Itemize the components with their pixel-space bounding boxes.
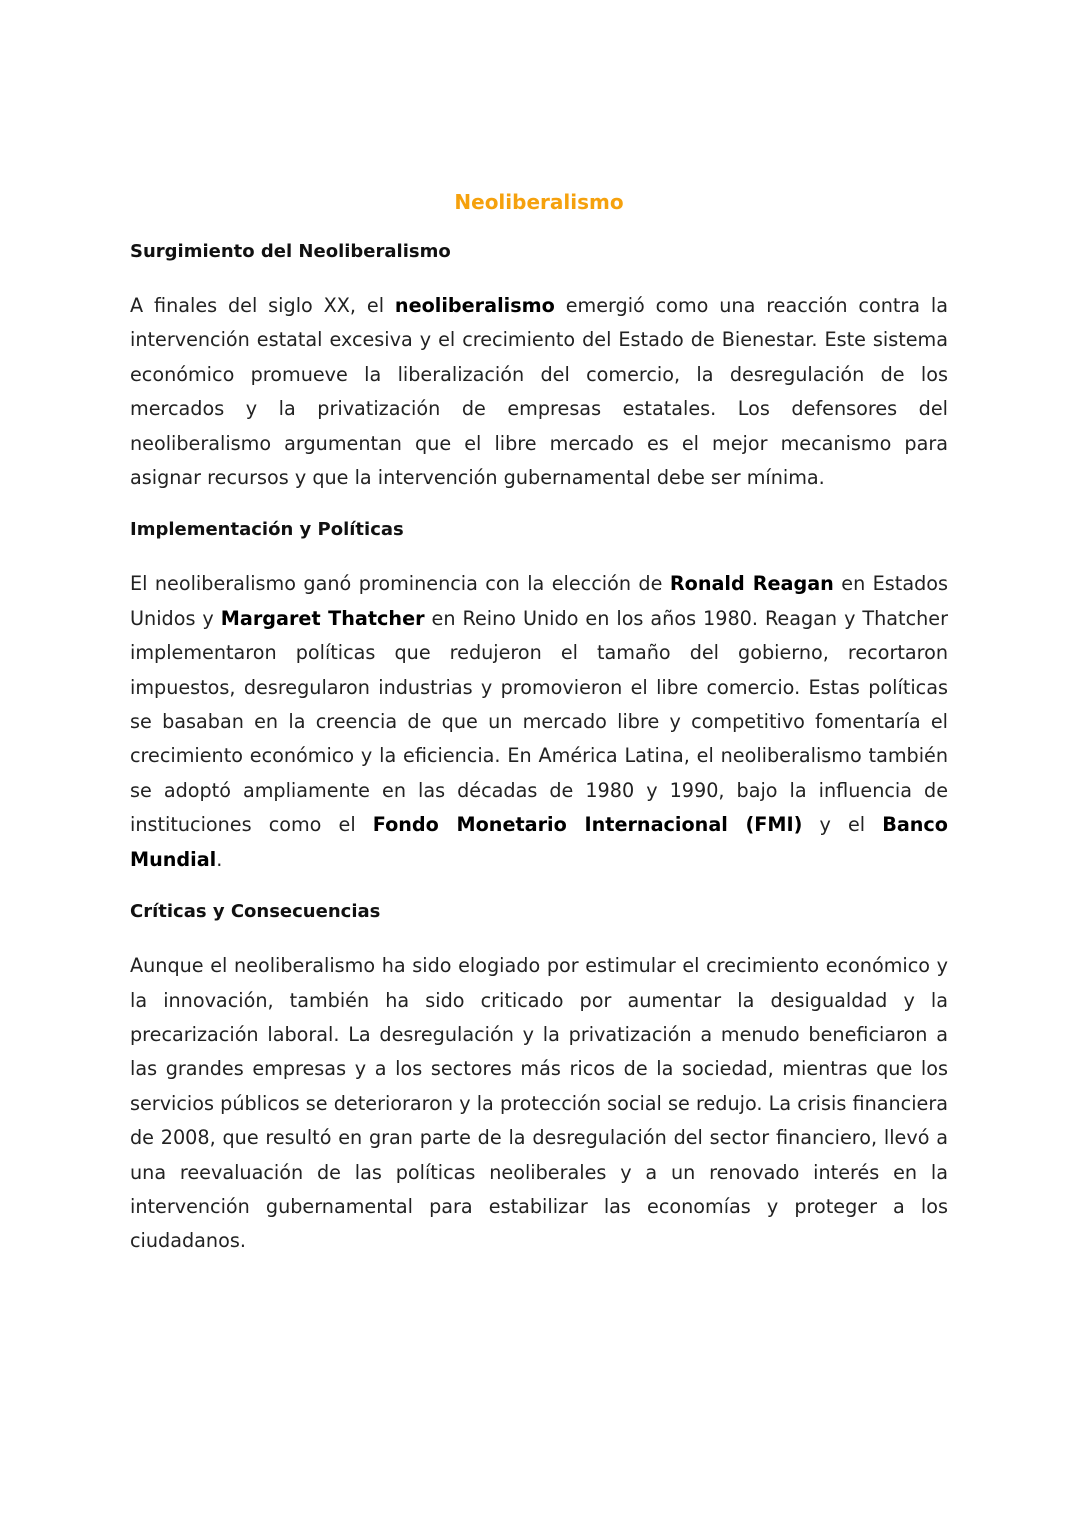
bold-term: neoliberalismo bbox=[394, 294, 555, 317]
bold-term: Margaret Thatcher bbox=[220, 606, 425, 630]
section-heading-surgimiento: Surgimiento del Neoliberalismo bbox=[130, 241, 451, 262]
document-page bbox=[130, 185, 948, 1277]
section-heading-implementacion: Implementación y Políticas bbox=[130, 519, 404, 541]
paragraph-criticas bbox=[130, 949, 948, 1259]
bold-term: Fondo Monetario Internacional (FMI) bbox=[372, 813, 803, 837]
document-title: Neoliberalismo bbox=[454, 190, 624, 214]
paragraph-segment: en Estados Unidos y bbox=[130, 572, 949, 630]
paragraph-segment: Aunque el neoliberalismo ha sido elogiado por estimular el crecimiento económico y la innovación, también ha sido criticado por aumentar la desigualdad y la precarización laboral. La desregulación y la privatización a menudo beneficiaron a las grandes empresas y a los sectores más ricos de la sociedad, mientras que los servicios públicos se deterioraron y la protección social se redujo. La crisis financiera de 2008, que resultó en gran parte de la desregulación del sector financiero, llevó a una reevaluación de las políticas neoliberales y a un renovado interés en la intervención gubernamental para estabilizar las economías y proteger a los ciudadanos. bbox=[130, 954, 948, 1253]
paragraph-segment: emergió como una reacción contra la intervención estatal excesiva y el crecimiento del Estado de Bienestar. Este sistema económico promueve la liberalización del comercio, la desregulación de los mercados y la privatización de empresas estatales. Los defensores del neoliberalismo argumentan que el libre mercado es el mejor mecanismo para asignar recursos y que la intervención gubernamental debe ser mínima. bbox=[130, 294, 949, 490]
paragraph-surgimiento bbox=[130, 289, 948, 495]
paragraph-segment: y el bbox=[802, 813, 883, 837]
bold-term: Ronald Reagan bbox=[669, 572, 834, 596]
paragraph-segment: A finales del siglo XX, el bbox=[130, 294, 395, 317]
paragraph-segment: . bbox=[216, 847, 223, 871]
section-heading-criticas: Críticas y Consecuencias bbox=[130, 901, 381, 923]
bold-term: Banco Mundial bbox=[130, 813, 948, 871]
paragraph-segment: en Reino Unido en los años 1980. Reagan y Thatcher implementaron políticas que redujeron el tamaño del gobierno, recortaron impuestos, desregularon industrias y promovieron el libre comercio. Estas políticas se basaban en la creencia de que un mercado libre y competitivo fomentaría el crecimiento económico y la eficiencia. En América Latina, el neoliberalismo también se adoptó ampliamente en las décadas de 1980 y 1990, bajo la influencia de instituciones como el bbox=[130, 606, 948, 837]
paragraph-segment: El neoliberalismo ganó prominencia con la elección de bbox=[130, 572, 670, 596]
paragraph-implementacion bbox=[130, 567, 948, 877]
